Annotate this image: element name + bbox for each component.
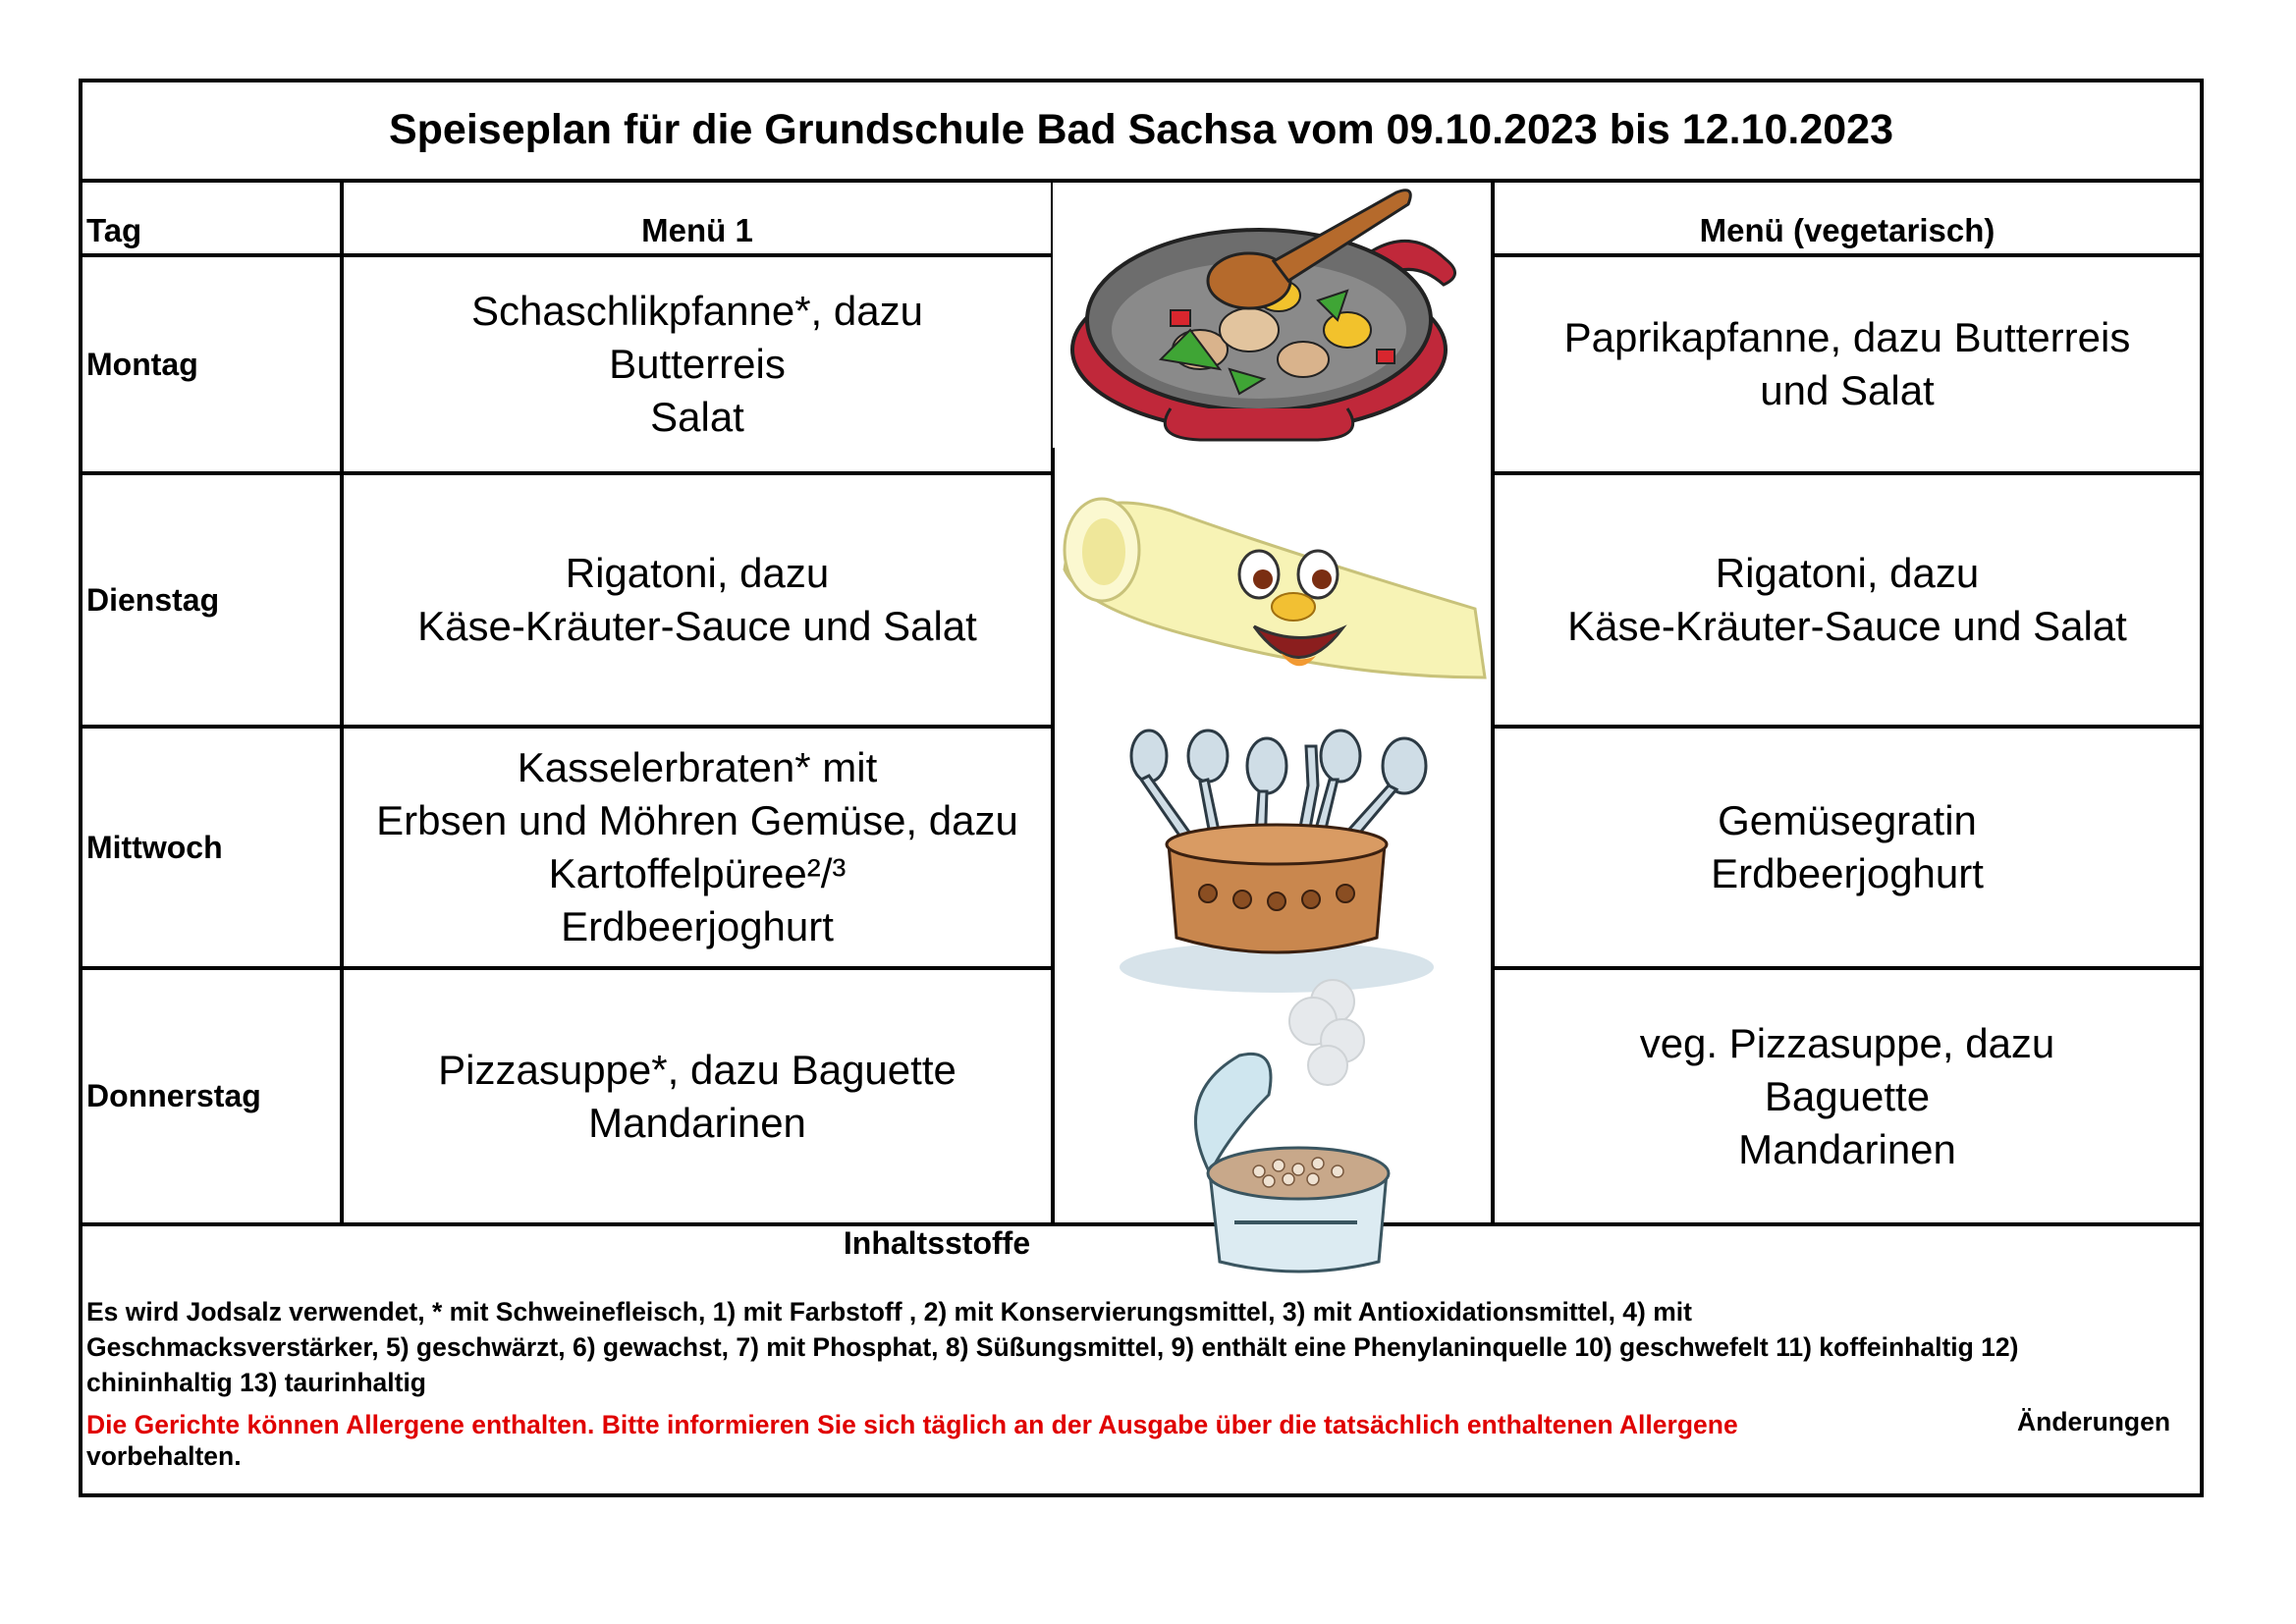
legend-line: Geschmacksverstärker, 5) geschwärzt, 6) gewachst, 7) mit Phosphat, 8) Süßungsmittel, 9) enthält eine Phenylaninquelle 10) geschwefelt 11) koffeinhaltig 12): [86, 1332, 2019, 1362]
dish-line: Rigatoni, dazu: [565, 550, 830, 596]
legend-title: Inhaltsstoffe: [843, 1225, 1031, 1261]
menu1-dienstag: [344, 475, 1051, 725]
dish-line: Gemüsegratin: [1718, 797, 1977, 843]
dish-line: Butterreis: [609, 341, 786, 387]
dish-line: Paprikapfanne, dazu Butterreis: [1563, 314, 2131, 360]
dish-line: Baguette: [1764, 1072, 1931, 1119]
page-title: Speiseplan für die Grundschule Bad Sachsa vom 09.10.2023 bis 12.10.2023: [388, 105, 1893, 153]
dish-line: Käse-Kräuter-Sauce und Salat: [1567, 603, 2127, 649]
border-bottom: [79, 1493, 2204, 1497]
changes-note-b: vorbehalten.: [86, 1441, 242, 1471]
day-label-donnerstag: Donnerstag: [86, 1078, 261, 1113]
dish-line: Erdbeerjoghurt: [1711, 850, 1984, 896]
border-right: [2200, 79, 2204, 1497]
veg-donnerstag: [1495, 970, 2200, 1222]
dish-line: veg. Pizzasuppe, dazu: [1639, 1019, 2055, 1066]
changes-note-a: Änderungen: [2017, 1407, 2171, 1436]
dish-line: Kasselerbraten* mit: [517, 744, 878, 790]
menu1-donnerstag: [344, 970, 1051, 1222]
legend-line: Es wird Jodsalz verwendet, * mit Schweinefleisch, 1) mit Farbstoff , 2) mit Konservierungsmittel, 3) mit Antioxidationsmittel, 4) mit: [86, 1297, 1692, 1326]
day-label-mittwoch: Mittwoch: [86, 829, 223, 865]
dish-line: Mandarinen: [1738, 1125, 1956, 1172]
veg-dienstag: [1495, 475, 2200, 725]
veg-mittwoch: [1495, 729, 2200, 966]
dish-line: Schaschlikpfanne*, dazu: [471, 288, 923, 334]
dish-line: Pizzasuppe*, dazu Baguette: [438, 1046, 957, 1093]
menu1-mittwoch: [344, 729, 1051, 966]
menu1-montag: [344, 257, 1051, 471]
dish-line: Erbsen und Möhren Gemüse, dazu: [376, 797, 1018, 843]
frying-pan-icon: [1053, 183, 1491, 448]
dish-line: und Salat: [1760, 367, 1935, 413]
rigatoni-face-icon: [1053, 481, 1491, 707]
day-label-montag: Montag: [86, 346, 198, 382]
utensil-pot-icon: [1090, 727, 1463, 1001]
dish-line: Erdbeerjoghurt: [561, 903, 834, 949]
border-left: [79, 79, 82, 1497]
dish-line: Salat: [650, 394, 744, 440]
allergen-warning: Die Gerichte können Allergene enthalten. Bitte informieren Sie sich täglich an der Ausgabe über die tatsächlich enthaltenen Allergene: [86, 1410, 1738, 1439]
veg-montag: [1495, 257, 2200, 471]
header-day: Tag: [86, 212, 142, 248]
header-veg: Menü (vegetarisch): [1699, 212, 1995, 248]
dish-line: Kartoffelpüree²/³: [548, 850, 847, 896]
legend-line: chininhaltig 13) taurinhaltig: [86, 1368, 426, 1397]
day-label-dienstag: Dienstag: [86, 581, 220, 618]
dish-line: Mandarinen: [588, 1099, 806, 1146]
legend-text: [86, 1294, 2188, 1400]
dish-line: Käse-Kräuter-Sauce und Salat: [417, 603, 977, 649]
dish-line: Rigatoni, dazu: [1715, 550, 1980, 596]
header-menu1: Menü 1: [641, 212, 753, 248]
